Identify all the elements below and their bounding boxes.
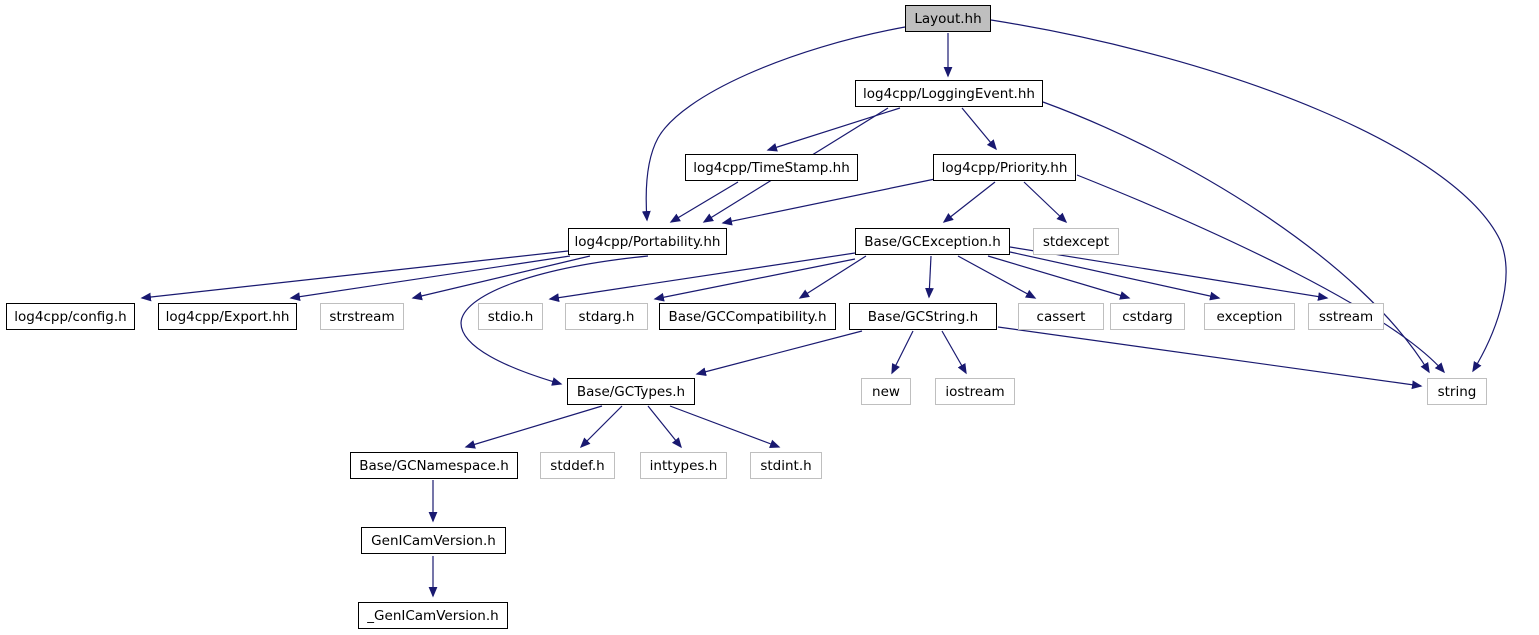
graph-node-stdexcept: stdexcept	[1033, 228, 1119, 255]
graph-node-_genicamversion[interactable]: _GenICamVersion.h	[358, 602, 508, 629]
edge-gcexception-to-gccompatibility	[800, 256, 866, 298]
edge-priority-to-stdexcept	[1024, 182, 1066, 222]
edge-priority-to-portability	[723, 179, 935, 223]
graph-node-inttypes: inttypes.h	[640, 452, 727, 479]
graph-node-cassert: cassert	[1018, 303, 1104, 330]
edge-gctypes-to-inttypes	[648, 406, 681, 447]
graph-node-config[interactable]: log4cpp/config.h	[6, 303, 135, 330]
graph-node-timestamp[interactable]: log4cpp/TimeStamp.hh	[685, 154, 858, 181]
edge-gctypes-to-gcnamespace	[466, 406, 602, 447]
edge-priority-to-gcexception	[944, 182, 995, 222]
graph-node-genicamversion[interactable]: GenICamVersion.h	[361, 527, 506, 554]
edge-gcstring-to-iostream	[942, 331, 966, 373]
graph-node-stdint: stdint.h	[750, 452, 822, 479]
edge-gcstring-to-string	[998, 327, 1421, 386]
edge-gcexception-to-cassert	[958, 256, 1035, 298]
graph-node-exception: exception	[1204, 303, 1295, 330]
edge-gcstring-to-gctypes	[697, 331, 862, 374]
edge-gcexception-to-gcstring	[929, 256, 931, 297]
graph-node-strstream: strstream	[320, 303, 404, 330]
graph-node-gcstring[interactable]: Base/GCString.h	[849, 303, 997, 330]
edge-portability-to-strstream	[413, 256, 590, 298]
graph-node-priority[interactable]: log4cpp/Priority.hh	[933, 154, 1076, 181]
graph-node-loggingevent[interactable]: log4cpp/LoggingEvent.hh	[855, 80, 1043, 107]
edge-priority-to-string	[1077, 175, 1444, 372]
graph-node-gcnamespace[interactable]: Base/GCNamespace.h	[350, 452, 518, 479]
graph-node-stdio: stdio.h	[478, 303, 543, 330]
graph-node-sstream: sstream	[1308, 303, 1384, 330]
edge-gcstring-to-new	[892, 331, 913, 373]
graph-node-layout[interactable]: Layout.hh	[905, 5, 991, 32]
graph-node-stdarg: stdarg.h	[565, 303, 648, 330]
edge-gctypes-to-stddef	[581, 406, 622, 447]
graph-node-new: new	[861, 378, 911, 405]
graph-node-gctypes[interactable]: Base/GCTypes.h	[567, 378, 695, 405]
graph-node-portability[interactable]: log4cpp/Portability.hh	[568, 228, 727, 255]
graph-node-gcexception[interactable]: Base/GCException.h	[855, 228, 1010, 255]
graph-node-cstdarg: cstdarg	[1110, 303, 1185, 330]
edge-timestamp-to-portability	[671, 182, 738, 222]
graph-node-iostream: iostream	[935, 378, 1015, 405]
graph-node-export[interactable]: log4cpp/Export.hh	[158, 303, 297, 330]
graph-node-string: string	[1427, 378, 1487, 405]
edge-gctypes-to-stdint	[670, 406, 779, 447]
graph-node-gccompatibility[interactable]: Base/GCCompatibility.h	[659, 303, 836, 330]
edge-loggingevent-to-priority	[962, 108, 996, 149]
edge-portability-to-config	[142, 251, 568, 298]
edge-loggingevent-to-timestamp	[768, 108, 900, 150]
edge-layout-to-portability	[646, 27, 905, 220]
graph-node-stddef: stddef.h	[540, 452, 615, 479]
